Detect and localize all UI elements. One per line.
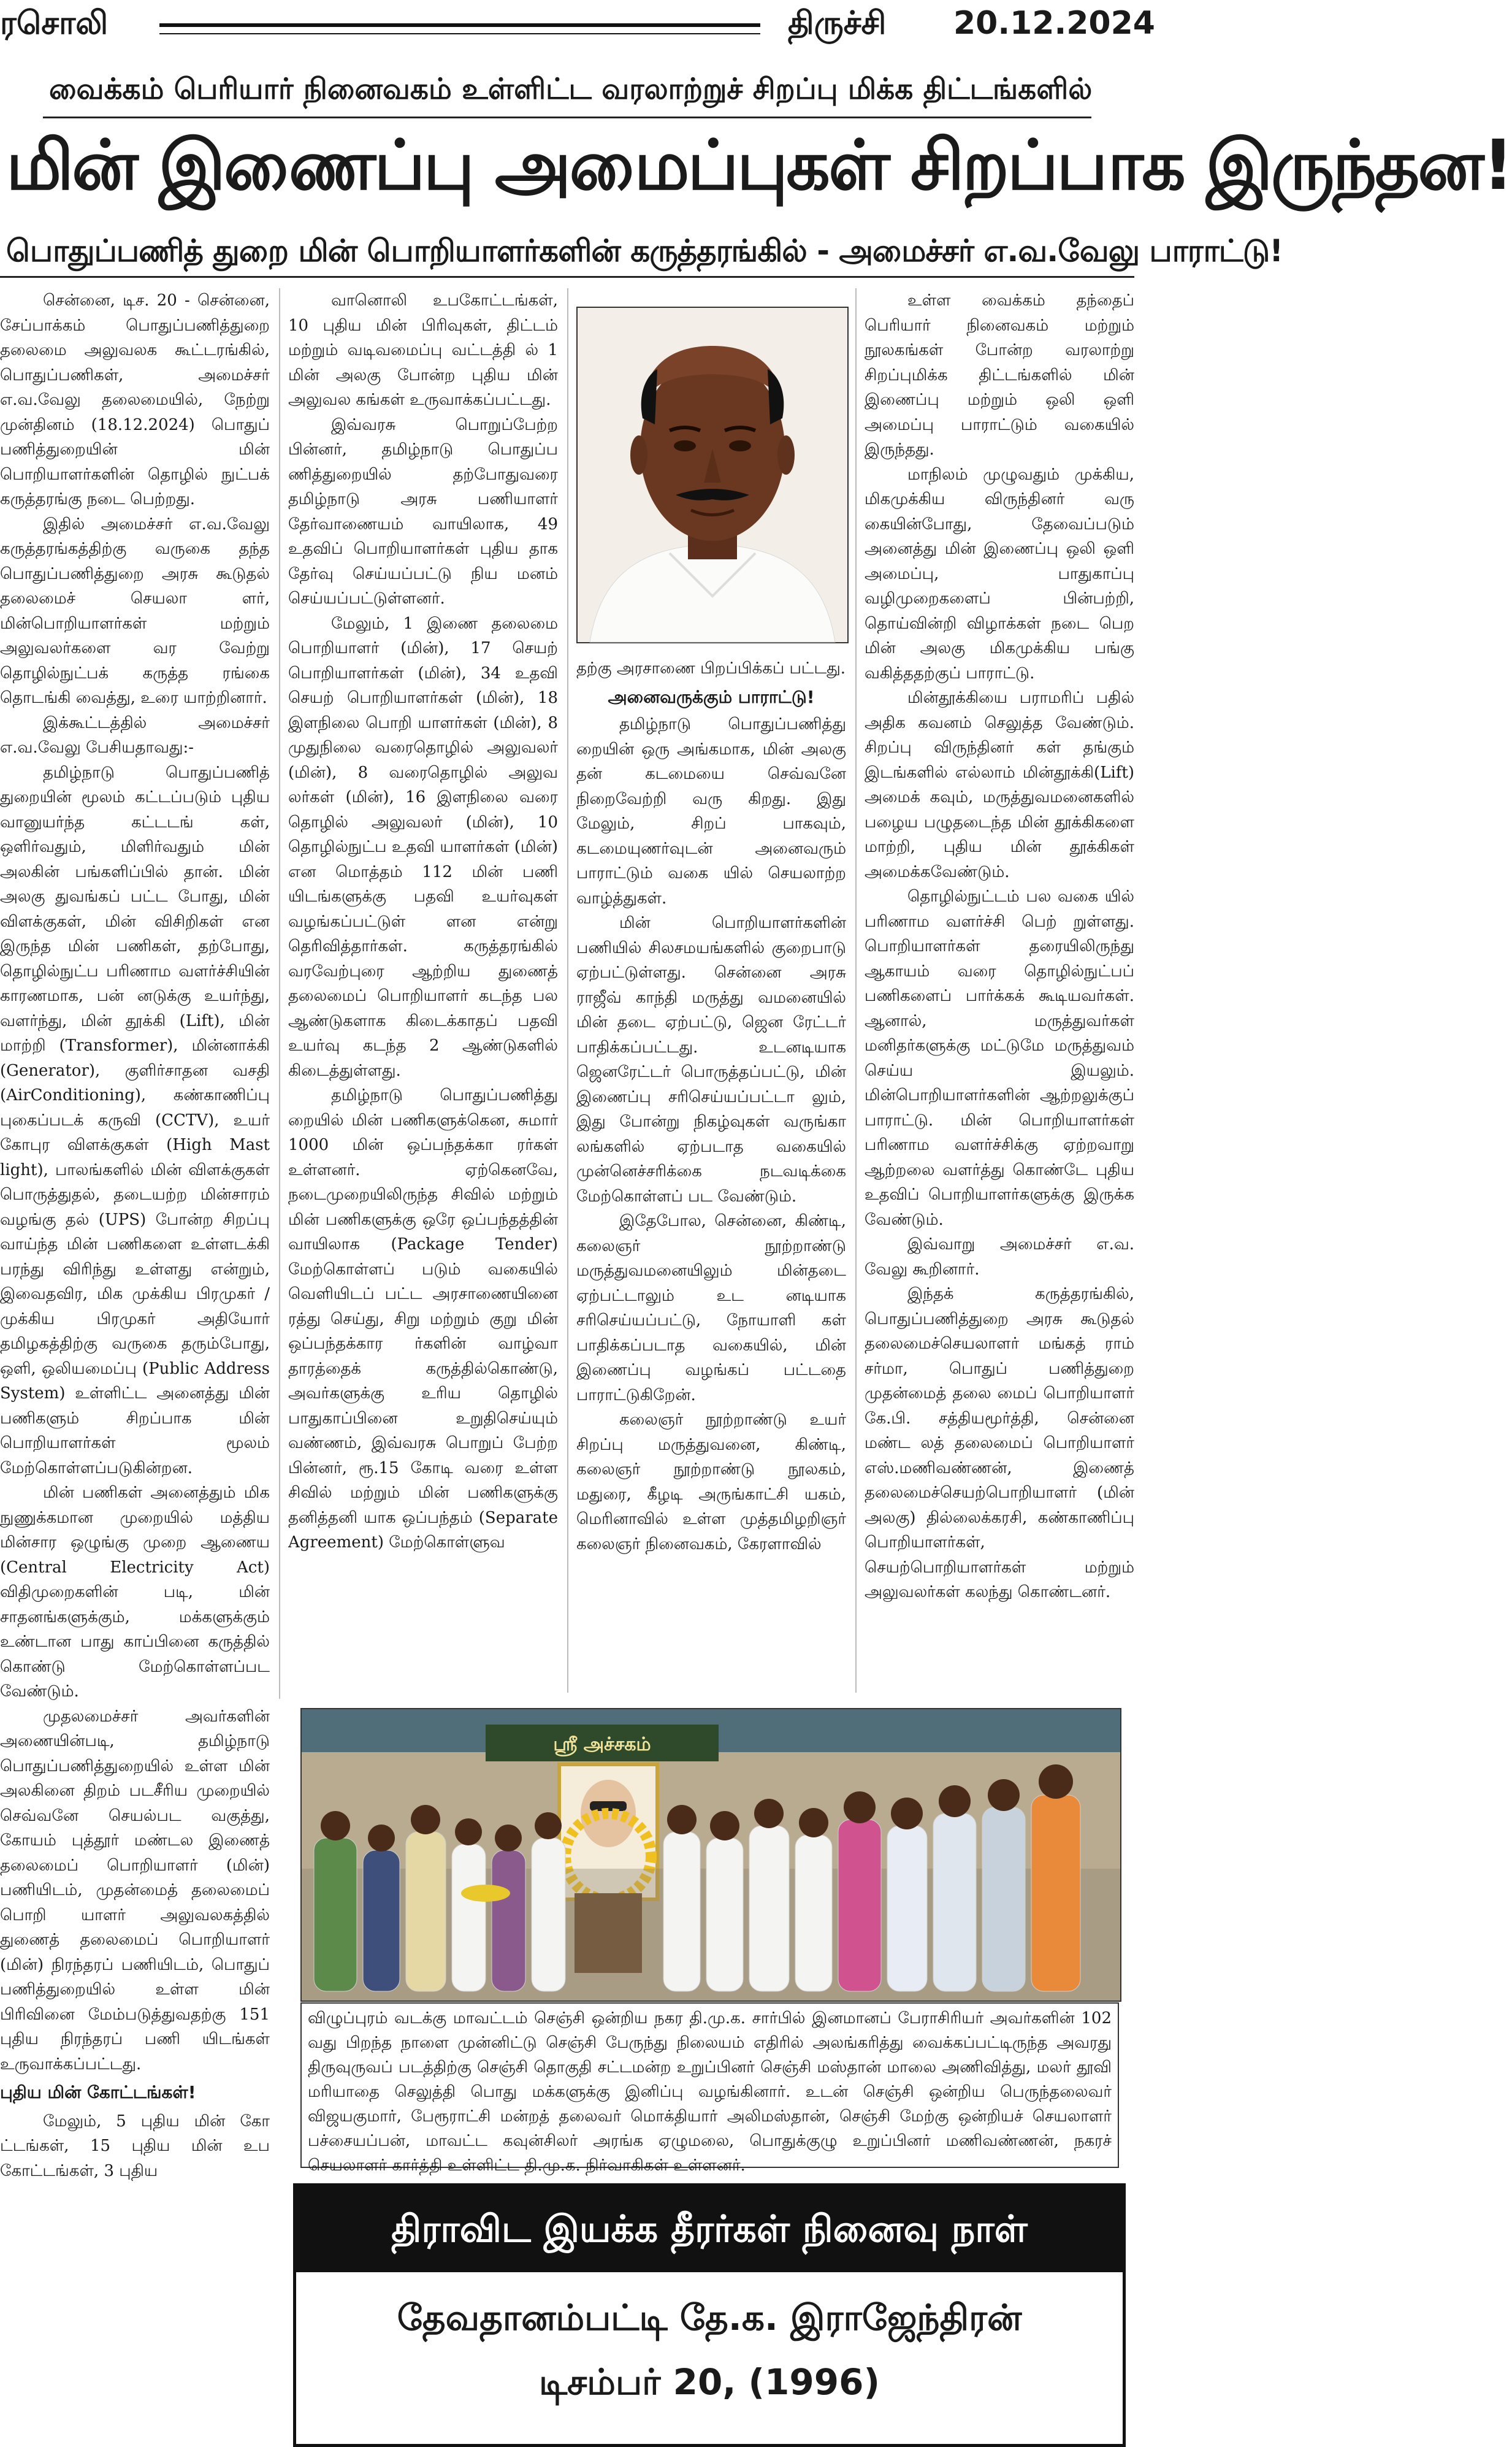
article-column-1 [0,288,270,2183]
paragraph: கலைஞர் நூற்றாண்டு உயர் சிறப்பு மருத்துவனை, கிண்டி, கலைஞர் நூற்றாண்டு நூலகம், மதுரை, கீழடி அருங்காட்சி யகம், மெரினாவில் உள்ள முத்தமிழறிஞர் கலைஞர் நினைவகம், கேரளாவில் [576,1411,846,1553]
paragraph: தமிழ்நாடு பொதுப்பணித்து றையில் மின் பணிகளுக்கென, சுமார் 1000 மின் ஒப்பந்தக்கா ரர்கள் உள்ளனர். ஏற்கெனவே, நடைமுறையிலிருந்த சிவில் மற்றும் மின் பணிகளுக்கு ஒரே ஒப்பந்தத்தின் வாயிலாக (Package Tender) மேற்கொள்ளப் படும் வகையில் வெளியிடப் பட்ட அரசாணையினை ரத்து செய்து, சிறு மற்றும் குறு மின் ஒப்பந்தக்கார ர்களின் வாழ்வா தாரத்தைக் கருத்தில்கொண்டு, அவர்களுக்கு உரிய தொழில் பாதுகாப்பினை உறுதிசெய்யும் வண்ணம், இவ்வரசு பொறுப் பேற்ற பின்னர், ரூ.15 கோடி வரை உள்ள சிவில் மற்றும் மின் பணிகளுக்கு தனித்தனி யாக ஒப்பந்தம் (Separate Agreement) மேற்கொள்ளுவ [288,1086,558,1552]
article-kicker: வைக்கம் பெரியார் நினைவகம் உள்ளிட்ட வரலாற்றுச் சிறப்பு மிக்க திட்டங்களில் [49,72,1093,106]
minister-portrait-photo [576,307,849,643]
paragraph: மின் பொறியாளர்களின் பணியில் சிலசமயங்களில் குறைபாடு ஏற்பட்டுள்ளது. சென்னை அரசு ராஜீவ் காந்தி மருத்து வமனையில் மின் தடை ஏற்பட்டு, ஜென ரேட்டர் பாதிக்கப்பட்டது. உடனடியாக ஜெனரேட்டர் பொருத்தப்பட்டு, மின் இணைப்பு சரிசெய்யப்பட்டா லும், இது போன்று நிகழ்வுகள் வருங்கா லங்களில் ஏற்படாத வகையில் முன்னெச்சரிக்கை நடவடிக்கை மேற்கொள்ளப் பட வேண்டும். [576,914,846,1206]
photo-caption: விழுப்புரம் வடக்கு மாவட்டம் செஞ்சி ஒன்றிய நகர தி.மு.க. சார்பில் இனமானப் பேராசிரியர் அவர்களின் 102 வது பிறந்த நாளை முன்னிட்டு செஞ்சி பேருந்து நிலையம் எதிரில் அலங்கரித்து வைக்கப்பட்டிருந்த அவரது திருவுருவப் படத்திற்கு செஞ்சி தொகுதி சட்டமன்ற உறுப்பினர் செஞ்சி மஸ்தான் மாலை அணிவித்து, மலர் தூவி மரியாதை செலுத்தி பொது மக்களுக்கு இனிப்பு வழங்கினார். உடன் செஞ்சி ஒன்றிய பெருந்தலைவர் விஜயகுமார், பேரூராட்சி மன்றத் தலைவர் மொக்தியார் அலிமஸ்தான், செஞ்சி மேற்கு ஒன்றியச் செயலாளர் பச்சையப்பன், மாவட்ட கவுன்சிலர் அரங்க ஏழுமலை, பொதுக்குழு உறுப்பினர் மணிவண்ணன், நகரச் செயலாளர் கார்த்தி உள்ளிட்ட தி.மு.க. நிர்வாகிகள் உள்ளனர். [300,2002,1119,2168]
masthead [0,0,1155,55]
paragraph: தொழில்நுட்டம் பல வகை யில் பரிணாம வளர்ச்சி பெற் றுள்ளது. பொறியாளர்கள் தரையிலிருந்து ஆகாயம் வரை தொழில்நுட்பப் பணிகளைப் பார்க்கக் கூடியவர்கள். ஆனால், மருத்துவர்கள் மனிதர்களுக்கு மட்டுமே மருத்துவம் செய்ய இயலும். மின்பொறியாளர்களின் ஆற்றலுக்குப் பாராட்டு. மின் பொறியாளர்கள் பரிணாம வளர்ச்சிக்கு ஏற்றவாறு ஆற்றலை வளர்த்து கொண்டே புதிய உதவிப் பொறியாளர்களுக்கு இருக்க வேண்டும். [865,887,1134,1229]
paragraph: இவ்வரசு பொறுப்பேற்ற பின்னர், தமிழ்நாடு பொதுப்ப ணித்துறையில் தற்போதுவரை தமிழ்நாடு அரசு பணியாளர் தேர்வாணையம் வாயிலாக, 49 உதவிப் பொறியாளர்கள் புதிய தாக தேர்வு செய்யப்பட்டு நிய மனம் செய்யப்பட்டுள்ளனர். [288,415,558,608]
column-divider [855,288,857,1693]
article-headline: மின் இணைப்பு அமைப்புகள் சிறப்பாக இருந்தன! [6,126,1512,205]
section-heading: அனைவருக்கும் பாராட்டு! [608,686,815,707]
paragraph: மேலும், 1 இணை தலைமை பொறியாளர் (மின்), 17 செயற் பொறியாளர்கள் (மின்), 34 உதவி செயற் பொறியாளர்கள் (மின்), 18 இளநிலை பொறி யாளர்கள் (மின்), 8 முதுநிலை வரைதொழில் அலுவலர் (மின்), 8 வரைதொழில் அலுவ லர்கள் (மின்), 16 இளநிலை வரை தொழில் அலுவலர் (மின்), 10 தொழில்நுட்ப உதவி யாளர்கள் (மின்) என மொத்தம் 112 மின் பணி யிடங்களுக்கு பதவி உயர்வுகள் வழங்கப்பட்டுள் ளன என்று தெரிவித்தார்கள். கருத்தரங்கில் வரவேற்புரை ஆற்றிய துணைத் தலைமைப் பொறியாளர் கடந்த பல ஆண்டுகளாக கிடைக்காதப் பதவி உயர்வு கடந்த 2 ஆண்டுகளில் கிடைத்துள்ளது. [288,614,558,1080]
paragraph: இவ்வாறு அமைச்சர் எ.வ. வேலு கூறினார். [865,1235,1134,1279]
memorial-date: டிசம்பர் 20, (1996) [539,2361,880,2403]
paragraph: தற்கு அரசாணை பிறப்பிக்கப் பட்டது. [576,659,846,678]
section-heading: புதிய மின் கோட்டங்கள்! [0,2082,196,2102]
shop-banner-text: ஸ்ரீ அச்சகம் [553,1734,651,1755]
newspaper-name: ரசொலி [0,5,109,42]
paragraph: மாநிலம் முழுவதும் முக்கிய, மிகமுக்கிய விருந்தினர் வரு கையின்போது, தேவைப்படும் அனைத்து மின் இணைப்பு ஒலி ஒளி அமைப்பு, பாதுகாப்பு வழிமுறைகளைப் பின்பற்றி, தொய்வின்றி விழாக்கள் நடை பெற மின் அலகு மிகமுக்கிய பங்கு வகித்ததற்குப் பாராட்டு. [865,465,1134,683]
paragraph: மேலும், 5 புதிய மின் கோ ட்டங்கள், 15 புதிய மின் உப கோட்டங்கள், 3 புதிய [0,2112,270,2180]
column-divider [279,288,280,1699]
paragraph: சென்னை, டிச. 20 - சென்னை, சேப்பாக்கம் பொதுப்பணித்துறை தலைமை அலுவலக கூட்டரங்கில், பொதுப்பணிகள், அமைச்சர் எ.வ.வேலு தலைமையில், நேற்று முன்தினம் (18.12.2024) பொதுப் பணித்துறையின் மின் பொறியாளர்களின் தொழில் நுட்பக் கருத்தரங்கு நடை பெற்றது. [0,291,270,508]
paragraph: இந்தக் கருத்தரங்கில், பொதுப்பணித்துறை அரசு கூடுதல் தலைமைச்செயலாளர் மங்கத் ராம் சர்மா, பொதுப் பணித்துறை முதன்மைத் தலை மைப் பொறியாளர் கே.பி. சத்தியமூர்த்தி, சென்னை மண்ட லத் தலைமைப் பொறியாளர் எஸ்.மணிவண்ணன், இணைத் தலைமைச்செயற்பொறியாளர் (மின் அலகு) தில்லைக்கரசி, கண்காணிப்பு பொறியாளர்கள், செயற்பொறியாளர்கள் மற்றும் அலுவலர்கள் கலந்து கொண்டனர். [865,1285,1134,1601]
kicker-divider [43,117,1091,118]
edition-date: 20.12.2024 [953,5,1155,42]
article-column-2 [288,288,558,1555]
article-subhead: பொதுப்பணித் துறை மின் பொறியாளர்களின் கருத்தரங்கில் - அமைச்சர் எ.வ.வேலு பாராட்டு! [6,233,1283,269]
memorial-notice [293,2183,1126,2447]
column-divider [567,288,568,1693]
paragraph: இதில் அமைச்சர் எ.வ.வேலு கருத்தரங்கத்திற்கு வருகை தந்த பொதுப்பணித்துறை அரசு கூடுதல் தலைமைச் செயலா ளர், மின்பொறியாளர்கள் மற்றும் அலுவலர்களை வர வேற்று தொழில்நுட்பக் கருத்த ரங்கை தொடங்கி வைத்து, உரை யாற்றினார். [0,515,270,707]
edition-city: திருச்சி [788,5,887,42]
paragraph: இக்கூட்டத்தில் அமைச்சர் எ.வ.வேலு பேசியதாவது:- [0,713,270,757]
paragraph: வானொலி உபகோட்டங்கள், 10 புதிய மின் பிரிவுகள், திட்டம் மற்றும் வடிவமைப்பு வட்டத்தி ல் 1 மின் அலகு போன்ற புதிய மின் அலுவல கங்கள் உருவாக்கப்பட்டது. [288,291,558,409]
event-photo [300,1708,1121,2002]
masthead-rule-thin [159,33,760,34]
memorial-person-name: தேவதானம்பட்டி தே.க. இராஜேந்திரன் [397,2297,1022,2338]
paragraph: தமிழ்நாடு பொதுப்பணித் துறையின் மூலம் கட்டப்படும் புதிய வானுயர்ந்த கட்டடங் கள், ஒளிர்வதும், மிளிர்வதும் மின் அலகின் பங்களிப்பில் தான். மின் அலகு துவங்கப் பட்ட போது, மின் விளக்குகள், மின் விசிறிகள் என இருந்த மின் பணிகள், தற்போது, தொழில்நுட்ப பரிணாம வளர்ச்சியின் காரணமாக, பன் னடுக்கு உயர்ந்து, வளர்ந்து, மின் தூக்கி (Lift), மின் மாற்றி (Transformer), மின்னாக்கி (Generator), குளிர்சாதன வசதி (AirConditioning), கண்காணிப்பு புகைப்படக் கருவி (CCTV), உயர் கோபுர விளக்குகள் (High Mast light), பாலங்களில் மின் விளக்குகள் பொருத்துதல், தடையற்ற மின்சாரம் வழங்கு தல் (UPS) போன்ற சிறப்பு வாய்ந்த மின் பணிகளை உள்ளடக்கி பரந்து விரிந்து உள்ளது என்றும், இவைதவிர, மிக முக்கிய பிரமுகர் / முக்கிய பிரமுகர் அதியோர் தமிழகத்திற்கு வருகை தரும்போது, ஒளி, ஒலியமைப்பு (Public Address System) உள்ளிட்ட அனைத்து மின் பணிகளும் சிறப்பாக மின் பொறியாளர்கள் மூலம் மேற்கொள்ளப்படுகின்றன. [0,763,270,1477]
paragraph: தமிழ்நாடு பொதுப்பணித்து றையின் ஒரு அங்கமாக, மின் அலகு தன் கடமையை செவ்வனே நிறைவேற்றி வரு கிறது. இது மேலும், சிறப் பாகவும், கடமையுணர்வுடன் அனைவரும் பாராட்டும் வகை யில் செயலாற்ற வாழ்த்துகள். [576,715,846,908]
paragraph: முதலமைச்சர் அவர்களின் அணையின்படி, தமிழ்நாடு பொதுப்பணித்துறையில் உள்ள மின் அலகினை திறம் படசீரிய முறையில் செவ்வனே செயல்பட வகுத்து, கோயம் புத்தூர் மண்டல இணைத் தலைமைப் பொறியாளர் (மின்) பணியிடம், முதன்மைத் தலைமைப் பொறி யாளர் அலுவலகத்தில் துணைத் தலைமைப் பொறியாளர் (மின்) நிரந்தரப் பணியிடம், பொதுப் பணித்துறையில் உள்ள மின் பிரிவினை மேம்படுத்துவதற்கு 151 புதிய நிரந்தரப் பணி யிடங்கள் உருவாக்கப்பட்டது. [0,1707,270,2074]
subhead-divider [0,276,1134,278]
article-column-3 [576,656,846,1557]
masthead-rule [159,23,760,27]
paragraph: மின் பணிகள் அனைத்தும் மிக நுணுக்கமான முறையில் மத்திய மின்சார ஒழுங்கு முறை ஆணைய (Central Electricity Act) விதிமுறைகளின் படி, மின் சாதனங்களுக்கும், மக்களுக்கும் உண்டான பாது காப்பினை கருத்தில் கொண்டு மேற்கொள்ளப்பட வேண்டும். [0,1484,270,1701]
paragraph: இதேபோல, சென்னை, கிண்டி, கலைஞர் நூற்றாண்டு மருத்துவமனையிலும் மின்தடை ஏற்பட்டாலும் உட னடியாக சரிசெய்யப்பட்டு, நோயாளி கள் பாதிக்கப்படாத வகையில், மின் இணைப்பு வழங்கப் பட்டதை பாராட்டுகிறேன். [576,1212,846,1404]
article-column-4 [865,288,1134,1605]
paragraph: மின்தூக்கியை பராமரிப் பதில் அதிக கவனம் செலுத்த வேண்டும். சிறப்பு விருந்தினர் கள் தங்கும் இடங்களில் எல்லாம் மின்தூக்கி(Lift) அமைக் கவும், மருத்துவமனைகளில் பழைய பழுதடைந்த மின் தூக்கிகளை மாற்றி, புதிய மின் தூக்கிகள் அமைக்கவேண்டும். [865,689,1134,881]
event-photo-illustration [302,1709,1120,2001]
portrait-illustration [578,308,847,642]
paragraph: உள்ள வைக்கம் தந்தைப் பெரியார் நினைவகம் மற்றும் நூலகங்கள் போன்ற வரலாற்று சிறப்புமிக்க திட்டங்களில் மின் இணைப்பு மற்றும் ஒலி ஒளி அமைப்பு பாராட்டும் வகையில் இருந்தது. [865,291,1134,459]
memorial-title: திராவிட இயக்க தீரர்கள் நினைவு நாள் [296,2186,1123,2272]
